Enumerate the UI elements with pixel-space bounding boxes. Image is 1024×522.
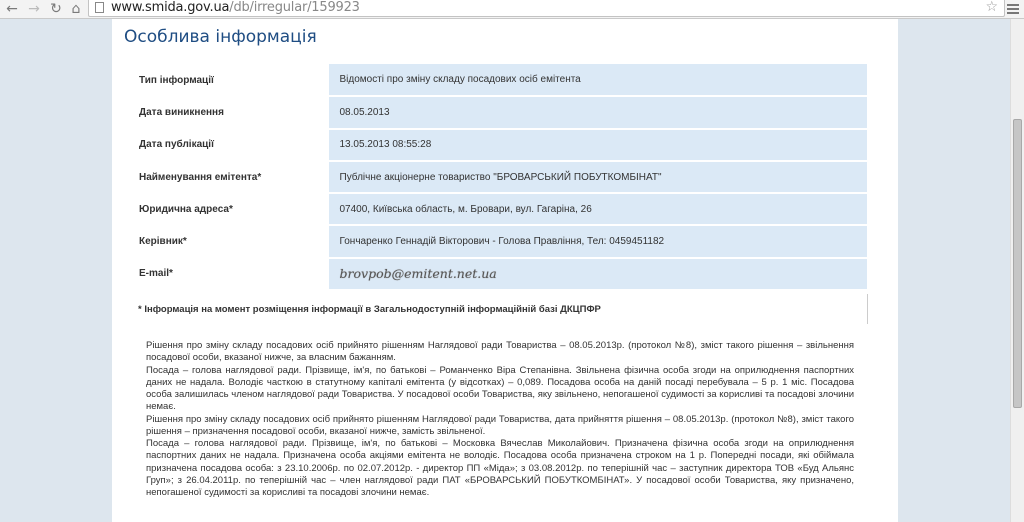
info-label: Керівник* — [139, 236, 187, 248]
browser-toolbar — [0, 0, 1024, 19]
footnote: * Інформація на момент розміщення інформації в Загальнодоступній інформаційній базі ДКЦПФР — [138, 304, 601, 315]
content-panel — [112, 19, 898, 522]
info-row-legal-address — [128, 193, 867, 225]
email-image-text: brovpob@emitent.net.ua — [339, 266, 497, 282]
info-row-issuer-name — [128, 161, 867, 193]
info-label: E-mail* — [139, 268, 173, 280]
info-label: Дата публікації — [139, 139, 214, 151]
info-label: Тип інформації — [139, 74, 214, 86]
info-value: 13.05.2013 08:55:28 — [328, 129, 867, 161]
url-domain: www.smida.gov.ua — [111, 0, 230, 15]
back-arrow-icon[interactable]: ← — [6, 1, 18, 17]
info-row-email — [128, 258, 867, 290]
scrollbar-thumb[interactable] — [1013, 119, 1022, 408]
announcement-body — [146, 340, 854, 499]
home-icon[interactable]: ⌂ — [71, 1, 81, 17]
info-value: 08.05.2013 — [328, 96, 867, 128]
info-value — [328, 258, 867, 290]
info-value: Відомості про зміну складу посадових осіб емітента — [328, 64, 867, 96]
paragraph: Рішення про зміну складу посадових осіб прийнято рішенням Наглядової ради Товариства – 08.05.2013р. (протокол №8), зміст такого рішення – звільнення посадової особи, вказаної нижче, за власним бажанням. — [146, 340, 854, 364]
address-bar[interactable] — [88, 0, 1005, 17]
paragraph: Посада – голова наглядової ради. Прізвище, ім'я, по батькові – Московка Вячеслав Миколайович. Призначена фізична особа згоди на оприлюднення паспортних даних не надала. Призначена особа акціями емітента не володіє. Посадова особа призначена строком на 1 р. Попередні посади, які обіймала призначена посадова особа: з 23.10.2006р. по 02.07.2012р. - директор ПП «Міда»; з 03.08.2012р. по теперішній час – заступник директора ТОВ «Буд Альянс Груп»; з 26.04.2011р. по теперішній час – член наглядової ради ПАТ «БРОВАРСЬКИЙ ПОБУТКОМБІНАТ». У посадової особи Товариства, яку призначено, непогашеної судимості за корисливі та посадові злочини немає. — [146, 438, 854, 498]
info-value: Гончаренко Геннадій Вікторович - Голова Правління, Тел: 0459451182 — [328, 225, 867, 257]
info-table — [128, 64, 867, 291]
info-value: 07400, Київська область, м. Бровари, вул. Гагаріна, 26 — [328, 193, 867, 225]
info-row-date-occurred — [128, 96, 867, 128]
url-text[interactable] — [111, 0, 360, 15]
info-row-type — [128, 64, 867, 96]
bookmark-star-icon[interactable]: ☆ — [985, 0, 998, 15]
info-row-director — [128, 225, 867, 257]
url-path: /db/irregular/159923 — [229, 0, 360, 15]
divider — [867, 294, 868, 324]
paragraph: Рішення про зміну складу посадових осіб прийнято рішенням Наглядової ради Товариства, дата прийняття рішення – 08.05.2013р. (протокол №8), зміст такого рішення – призначення посадової особи, вказаної нижче, замість звільненої. — [146, 413, 854, 437]
forward-arrow-icon[interactable]: → — [28, 1, 40, 17]
info-label: Юридична адреса* — [139, 203, 233, 215]
menu-icon[interactable] — [1006, 2, 1020, 16]
info-label: Дата виникнення — [139, 106, 224, 118]
info-row-date-published — [128, 129, 867, 161]
paragraph: Посада – голова наглядової ради. Прізвище, ім'я, по батькові – Романченко Віра Степанівна. Звільнена фізична особа згоди на оприлюднення паспортних даних не надала. Володіє часткою в статутному капіталі емітента (у відсотках) – 0,089. Посадова особа на даній посаді перебувала – 5 р. 1 міс. Посадова особа залишилась членом наглядової ради Товариства. У посадової особи Товариства, яку звільнено, непогашеної судимості за корисливі та посадові злочини немає. — [146, 364, 854, 413]
page-icon — [95, 2, 104, 13]
info-value: Публічне акціонерне товариство "БРОВАРСЬКИЙ ПОБУТКОМБІНАТ" — [328, 161, 867, 193]
info-label: Найменування емітента* — [139, 171, 262, 183]
page-viewport — [0, 19, 1010, 522]
reload-icon[interactable]: ↻ — [50, 1, 62, 17]
vertical-scrollbar[interactable] — [1010, 19, 1024, 522]
page-title: Особлива інформація — [124, 27, 317, 47]
